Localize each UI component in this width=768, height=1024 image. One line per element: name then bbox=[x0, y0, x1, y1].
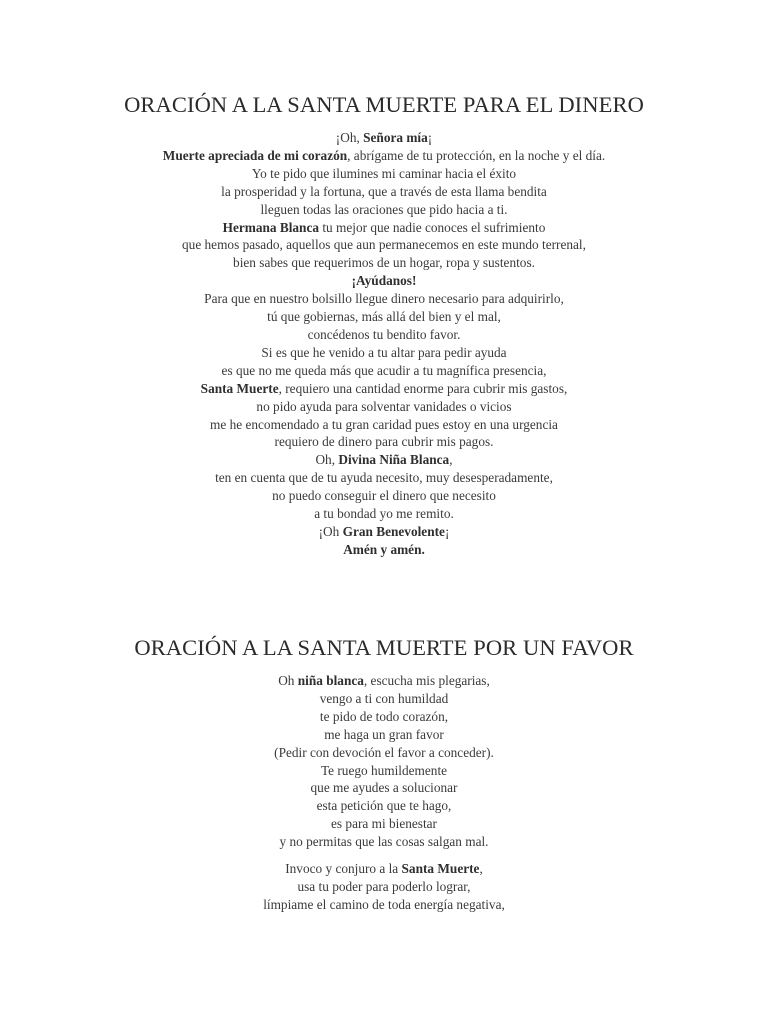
prayer-body-dinero bbox=[0, 129, 768, 559]
verse-line: concédenos tu bendito favor. bbox=[307, 326, 461, 342]
verse-line: que hemos pasado, aquellos que aun permanecemos en este mundo terrenal, bbox=[182, 237, 586, 253]
verse-line: es que no me queda más que acudir a tu magnífica presencia, bbox=[221, 362, 547, 378]
verse-line: Muerte apreciada de mi corazón, abrígame de tu protección, en la noche y el día. bbox=[162, 147, 606, 163]
prayer-body-favor-continued bbox=[0, 860, 768, 914]
verse-line: Oh niña blanca, escucha mis plegarias, bbox=[278, 673, 490, 688]
verse-line: la prosperidad y la fortuna, que a través de esta llama bendita bbox=[221, 183, 547, 199]
verse-line: Para que en nuestro bolsillo llegue dinero necesario para adquirirlo, bbox=[204, 291, 564, 307]
verse-line: lleguen todas las oraciones que pido hacia a ti. bbox=[260, 201, 508, 217]
verse-line: ¡Ayúdanos! bbox=[351, 273, 417, 289]
verse-line: esta petición que te hago, bbox=[316, 798, 452, 814]
verse-line: Te ruego humildemente bbox=[320, 762, 448, 778]
verse-line: es para mi bienestar bbox=[331, 816, 437, 832]
verse-line: me he encomendado a tu gran caridad pues estoy en una urgencia bbox=[210, 416, 558, 432]
prayer-title-favor: ORACIÓN A LA SANTA MUERTE POR UN FAVOR bbox=[134, 635, 634, 660]
verse-line: te pido de todo corazón, bbox=[319, 708, 449, 724]
verse-line: usa tu poder para poderlo lograr, bbox=[297, 878, 471, 894]
verse-line: a tu bondad yo me remito. bbox=[314, 506, 454, 522]
verse-line: ten en cuenta que de tu ayuda necesito, muy desesperadamente, bbox=[215, 470, 553, 486]
verse-line: no pido ayuda para solventar vanidades o vicios bbox=[256, 398, 512, 414]
verse-line: (Pedir con devoción el favor a conceder). bbox=[274, 744, 494, 760]
verse-line: ¡Oh Gran Benevolente¡ bbox=[318, 523, 450, 539]
verse-line: bien sabes que requerimos de un hogar, ropa y sustentos. bbox=[233, 255, 535, 271]
verse-line: vengo a ti con humildad bbox=[319, 690, 449, 706]
prayer-title-dinero: ORACIÓN A LA SANTA MUERTE PARA EL DINERO bbox=[124, 92, 644, 117]
verse-line-closing: Amén y amén. bbox=[343, 541, 425, 557]
verse-line: ¡Oh, Señora mía¡ bbox=[335, 130, 433, 145]
verse-line: requiero de dinero para cubrir mis pagos. bbox=[274, 434, 494, 450]
verse-line: que me ayudes a solucionar bbox=[310, 780, 458, 796]
verse-line: Invoco y conjuro a la Santa Muerte, bbox=[285, 861, 483, 876]
verse-line: Hermana Blanca tu mejor que nadie conoces el sufrimiento bbox=[222, 219, 546, 235]
verse-line: Santa Muerte, requiero una cantidad enorme para cubrir mis gastos, bbox=[200, 380, 568, 396]
verse-line: tú que gobiernas, más allá del bien y el mal, bbox=[267, 309, 501, 325]
verse-line: Si es que he venido a tu altar para pedir ayuda bbox=[261, 344, 507, 360]
verse-line: límpiame el camino de toda energía negativa, bbox=[263, 896, 505, 912]
verse-line: Oh, Divina Niña Blanca, bbox=[315, 452, 453, 468]
verse-line: me haga un gran favor bbox=[324, 726, 444, 742]
verse-line: Yo te pido que ilumines mi caminar hacia el éxito bbox=[251, 165, 517, 181]
verse-line: y no permitas que las cosas salgan mal. bbox=[279, 834, 489, 850]
verse-line: no puedo conseguir el dinero que necesito bbox=[272, 488, 496, 504]
prayer-body-favor bbox=[0, 672, 768, 851]
